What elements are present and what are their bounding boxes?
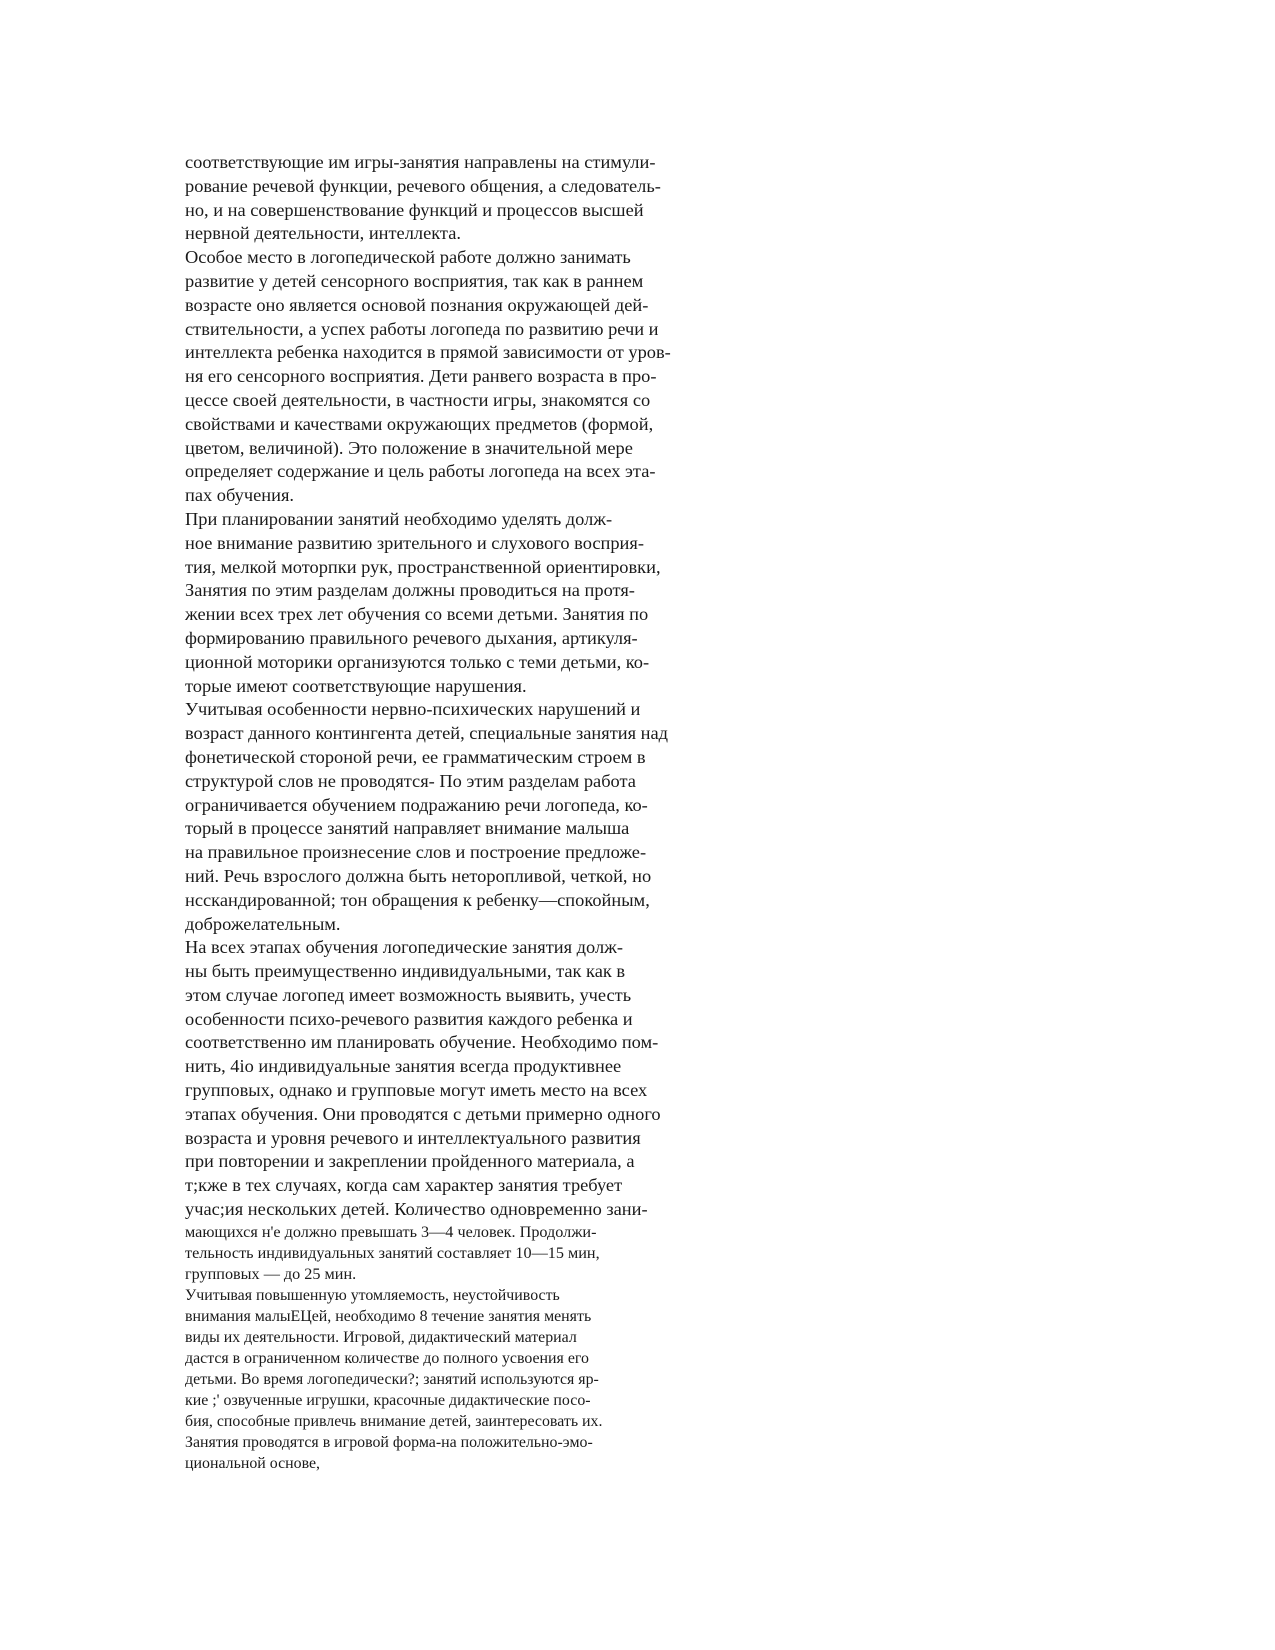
text-line: групповых — до 25 мин. <box>185 1265 357 1284</box>
text-line: ограничивается обучением подражанию речи логопеда, ко- <box>185 794 648 815</box>
text-line: фонетической стороной речи, ее грамматическим строем в <box>185 746 646 767</box>
text-line: возраст данного контингента детей, специальные занятия над <box>185 723 669 744</box>
text-line: ционной моторики организуются только с теми детьми, ко- <box>185 651 650 672</box>
text-line: пах обучения. <box>185 485 294 506</box>
text-line: торые имеют соответствующие нарушения. <box>185 675 527 696</box>
text-line: Занятия по этим разделам должны проводиться на протя- <box>185 580 635 601</box>
text-line: свойствами и качествами окружающих предметов (формой, <box>185 413 654 434</box>
text-line: тия, мелкой моторпки рук, пространственной ориентировки, <box>185 556 661 577</box>
text-line: этом случае логопед имеет возможность выявить, учесть <box>185 984 632 1005</box>
text-line: Учитывая особенности нервно-психических нарушений и <box>185 699 641 720</box>
text-line: дастся в ограниченном количестве до полного усвоения его <box>185 1350 589 1368</box>
text-line: бия, способные привлечь внимание детей, заинтересовать их. <box>185 1413 603 1431</box>
text-line: определяет содержание и цель работы логопеда на всех эта- <box>185 461 656 482</box>
text-line: ствительности, а успех работы логопеда по развитию речи и <box>185 318 659 339</box>
text-line: При планировании занятий необходимо уделять долж- <box>185 508 613 529</box>
text-line: ное внимание развитию зрительного и слухового восприя- <box>185 532 644 553</box>
text-line: Особое место в логопедической работе должно занимать <box>185 247 631 268</box>
text-line: развитие у детей сенсорного восприятия, так как в раннем <box>185 270 644 291</box>
text-line: жении всех трех лет обучения со всеми детьми. Занятия по <box>185 604 649 625</box>
text-line: структурой слов не проводятся- По этим разделам работа <box>185 770 636 791</box>
text-line: нсскандированной; тон обращения к ребенку—спокойным, <box>185 889 650 910</box>
text-line: цессе своей деятельности, в частности игры, знакомятся со <box>185 389 651 410</box>
text-line: т;кже в тех случаях, когда сам характер занятия требует <box>185 1175 623 1196</box>
text-line: особенности психо-речевого развития каждого ребенка и <box>185 1008 633 1029</box>
text-line: Занятия проводятся в игровой форма-на положительно-эмо- <box>185 1434 593 1452</box>
text-line: ны быть преимущественно индивидуальными, так как в <box>185 961 626 982</box>
text-line: возрасте оно является основой познания окружающей дей- <box>185 294 649 315</box>
text-line: учас;ия нескольких детей. Количество одновременно зани- <box>185 1199 648 1220</box>
text-line: формированию правильного речевого дыхания, артикуля- <box>185 627 638 648</box>
text-line: возраста и уровня речевого и интеллектуального развития <box>185 1127 641 1148</box>
text-line: циональной основе, <box>185 1455 321 1473</box>
text-line: торый в процессе занятий направляет внимание малыша <box>185 818 630 839</box>
text-line: рование речевой функции, речевого общения, а следователь- <box>185 175 661 196</box>
text-line: на правильное произнесение слов и построение предложе- <box>185 842 647 863</box>
text-line: групповых, однако и групповые могут иметь место на всех <box>185 1080 648 1101</box>
text-line: но, и на совершенствование функций и процессов высшей <box>185 199 644 220</box>
text-line: соответствующие им игры-занятия направлены на стимули- <box>185 152 656 172</box>
text-line: внимания малыЕЦей, необходимо 8 течение занятия менять <box>185 1308 592 1326</box>
text-line: мающихся н'е должно превышать 3—4 человек. Продолжи- <box>185 1222 597 1241</box>
text-line: ня его сенсорного восприятия. Дети ранвего возраста в про- <box>185 366 657 387</box>
text-line: этапах обучения. Они проводятся с детьми примерно одного <box>185 1103 661 1124</box>
text-line: нить, 4io индивидуальные занятия всегда продуктивнее <box>185 1056 622 1077</box>
text-line: доброжелательным. <box>185 913 341 934</box>
text-line: соответственно им планировать обучение. Необходимо пом- <box>185 1032 659 1053</box>
text-line: виды их деятельности. Игровой, дидактический материал <box>185 1329 577 1347</box>
body-text <box>185 151 745 1474</box>
text-line: детьми. Во время логопедически?; занятий используются яр- <box>185 1371 599 1389</box>
text-line: тельность индивидуальных занятий составляет 10—15 мин, <box>185 1244 600 1263</box>
text-line: ний. Речь взрослого должна быть неторопливой, четкой, но <box>185 865 652 886</box>
text-line: Учитывая повышенную утомляемость, неустойчивость <box>185 1287 560 1305</box>
text-line: На всех этапах обучения логопедические занятия долж- <box>185 937 623 958</box>
text-line: кие ;' озвученные игрушки, красочные дидактические посо- <box>185 1392 591 1410</box>
text-line: нервной деятельности, интеллекта. <box>185 223 461 244</box>
text-line: интеллекта ребенка находится в прямой зависимости от уров- <box>185 342 671 363</box>
text-line: при повторении и закреплении пройденного материала, а <box>185 1151 635 1172</box>
text-line: цветом, величиной). Это положение в значительной мере <box>185 437 633 458</box>
